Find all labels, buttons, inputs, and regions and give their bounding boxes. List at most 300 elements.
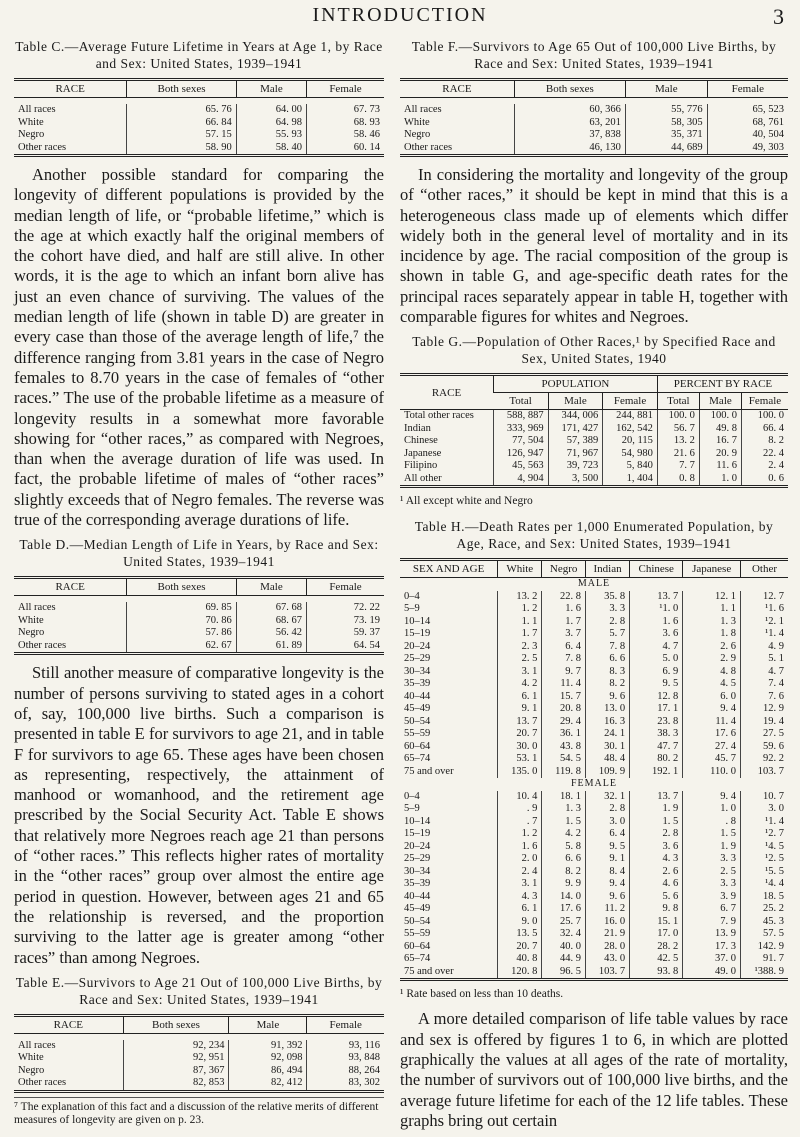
table-cell: . 7: [498, 816, 542, 829]
table-cell: 5–9: [404, 603, 420, 615]
table-cell: 57. 15: [127, 129, 237, 142]
column-header: Male: [699, 393, 741, 410]
page-header: [0, 4, 800, 32]
table-cell: 9. 5: [586, 841, 630, 854]
table-cell: 2. 4: [498, 866, 542, 879]
table-cell: 22. 8: [542, 591, 586, 604]
table-cell: 50–54: [404, 715, 431, 727]
table-cell: 57, 389: [548, 435, 603, 448]
table-cell: Japanese: [404, 447, 442, 459]
table-f: [400, 78, 788, 157]
column-header: Indian: [586, 560, 630, 578]
table-cell: 20. 7: [498, 728, 542, 741]
table-cell: All other: [404, 472, 442, 484]
table-cell: 9. 1: [586, 853, 630, 866]
table-cell: 93. 8: [630, 966, 683, 980]
column-header: Both sexes: [127, 80, 237, 98]
table-cell: All races: [18, 1039, 56, 1051]
table-cell: 4. 7: [741, 666, 788, 679]
table-cell: 9. 4: [683, 791, 741, 804]
column-header: Both sexes: [123, 1015, 229, 1033]
table-cell: 16. 3: [586, 716, 630, 729]
table-cell: 2. 8: [586, 803, 630, 816]
table-cell: 17. 0: [630, 928, 683, 941]
table-cell: Negro: [18, 1064, 45, 1076]
table-cell: 17. 3: [683, 941, 741, 954]
table-cell: 92, 951: [123, 1052, 229, 1065]
table-g-footnote: ¹ All except white and Negro: [400, 495, 533, 508]
table-row: [14, 129, 384, 142]
table-cell: 17. 6: [542, 903, 586, 916]
table-row: [14, 117, 384, 130]
table-cell: 1. 5: [630, 816, 683, 829]
table-cell: 21. 6: [657, 448, 699, 461]
table-cell: 55–59: [404, 728, 431, 740]
table-cell: 93, 116: [307, 1040, 384, 1053]
column-header: RACE: [14, 80, 127, 98]
table-h-caption: Table H.—Death Rates per 1,000 Enumerated Population, by Age, Race, and Sex: United States, 1939–1941: [414, 519, 774, 552]
table-row: [400, 803, 788, 816]
table-row: [14, 1077, 384, 1091]
table-cell: 5. 7: [586, 628, 630, 641]
table-cell: 92. 2: [741, 753, 788, 766]
table-cell: 20–24: [404, 840, 431, 852]
header-row: [14, 1015, 384, 1033]
right-column: [400, 38, 788, 1137]
table-g: [400, 373, 788, 488]
group-header-row: [400, 375, 788, 393]
table-cell: 12. 8: [630, 691, 683, 704]
table-cell: 1. 7: [498, 628, 542, 641]
table-row: [400, 653, 788, 666]
table-cell: 1. 3: [542, 803, 586, 816]
table-cell: ¹388. 9: [741, 966, 788, 980]
table-cell: 30–34: [404, 665, 431, 677]
table-row: [400, 878, 788, 891]
table-cell: 49. 8: [699, 423, 741, 436]
table-row: [400, 142, 788, 156]
table-cell: 30. 1: [586, 741, 630, 754]
table-cell: Other races: [18, 141, 67, 153]
table-row: [400, 928, 788, 941]
table-cell: 37. 0: [683, 953, 741, 966]
table-cell: 2. 5: [683, 866, 741, 879]
table-cell: 40. 0: [542, 941, 586, 954]
table-cell: 0. 8: [657, 473, 699, 487]
table-cell: 67. 73: [307, 104, 384, 117]
table-cell: 588, 887: [494, 410, 549, 423]
table-row: [400, 816, 788, 829]
table-row: [400, 753, 788, 766]
table-row: [400, 766, 788, 779]
table-cell: 2. 6: [683, 641, 741, 654]
column-header: Chinese: [630, 560, 683, 578]
table-cell: 20. 9: [699, 448, 741, 461]
table-cell: 53. 1: [498, 753, 542, 766]
table-cell: ¹1. 4: [741, 816, 788, 829]
section-row: [400, 578, 788, 591]
running-title: INTRODUCTION: [312, 4, 488, 26]
table-cell: 59. 6: [741, 741, 788, 754]
table-cell: 82, 853: [123, 1077, 229, 1091]
table-cell: 1. 1: [683, 603, 741, 616]
table-cell: . 9: [498, 803, 542, 816]
table-cell: 21. 9: [586, 928, 630, 941]
table-cell: 11. 4: [542, 678, 586, 691]
table-cell: 49. 0: [683, 966, 741, 980]
table-cell: Negro: [404, 129, 431, 140]
table-cell: 3. 1: [498, 878, 542, 891]
paragraph-1-text: Another possible standard for comparing the longevity of different populations is provided by the median length of life, or “probable lifetime,” which is the age at which exactly half the original members of the cohort have died, and half are still alive. In other words, it is the age to which an infant born alive has just an even chance of surviving. The values of the median length of life (shown in table D) are greater in every case than those of the average length of life,⁷ the difference ranging from 3.81 years in the case of Negro females to 8.70 years in the case of females of “other races.” The use of the probable lifetime as a measure of longevity results in a somewhat more favorable showing for “other races,” as compared with Negroes, than when the average duration of life was used. In fact, the probable lifetime of males of “other races” slightly exceeds that of Negro females. The reverse was true of the corresponding average durations of life.: [14, 165, 384, 530]
table-cell: 10–14: [404, 615, 431, 627]
header-row: [14, 80, 384, 98]
table-row: [400, 891, 788, 904]
table-e: [14, 1014, 384, 1093]
table-cell: 68. 67: [236, 615, 306, 628]
table-cell: 12. 1: [683, 591, 741, 604]
table-cell: 32. 1: [586, 791, 630, 804]
table-cell: 87, 367: [123, 1065, 229, 1078]
table-h: [400, 558, 788, 981]
table-cell: 2. 8: [630, 828, 683, 841]
table-cell: Negro: [18, 627, 45, 639]
table-cell: 4. 2: [498, 678, 542, 691]
table-row: [14, 640, 384, 654]
table-cell: 2. 0: [498, 853, 542, 866]
table-cell: ¹5. 5: [741, 866, 788, 879]
table-cell: 9. 6: [586, 691, 630, 704]
table-cell: 1. 2: [498, 828, 542, 841]
table-cell: 2. 9: [683, 653, 741, 666]
table-cell: 37, 838: [514, 129, 625, 142]
table-cell: 5. 6: [630, 891, 683, 904]
table-row: [400, 678, 788, 691]
group-header: POPULATION: [494, 375, 658, 393]
table-cell: 1, 404: [603, 473, 658, 487]
table-cell: 45. 3: [741, 916, 788, 929]
table-cell: ¹2. 7: [741, 828, 788, 841]
table-row: [400, 473, 788, 487]
table-cell: 1. 5: [683, 828, 741, 841]
table-cell: 13. 2: [498, 591, 542, 604]
table-cell: 1. 6: [498, 841, 542, 854]
table-cell: 25–29: [404, 653, 431, 665]
table-cell: 68. 93: [307, 117, 384, 130]
table-cell: 80. 2: [630, 753, 683, 766]
table-cell: 8. 2: [586, 678, 630, 691]
table-row: [400, 728, 788, 741]
table-cell: 65. 76: [127, 104, 237, 117]
table-cell: 135. 0: [498, 766, 542, 779]
table-cell: 17. 6: [683, 728, 741, 741]
table-cell: 11. 6: [699, 460, 741, 473]
table-cell: 5, 840: [603, 460, 658, 473]
paragraph-3-text: In considering the mortality and longevity of the group of “other races,” it should be kept in mind that this is a heterogeneous class made up of elements which differ widely both in the general level of mortality and in its incidence by age. The racial composition of the group is shown in table G, and age-specific death rates for the principal races separately appear in table H, together with comparable figures for whites and Negroes.: [400, 165, 788, 327]
table-cell: 40, 504: [707, 129, 788, 142]
table-cell: 55. 93: [236, 129, 306, 142]
table-cell: 88, 264: [307, 1065, 384, 1078]
table-row: [400, 591, 788, 604]
table-cell: 36. 1: [542, 728, 586, 741]
table-cell: 7. 9: [683, 916, 741, 929]
table-cell: 0. 6: [742, 473, 789, 487]
table-cell: 1. 8: [683, 628, 741, 641]
table-cell: 20–24: [404, 640, 431, 652]
table-cell: 9. 9: [542, 878, 586, 891]
table-cell: 344, 006: [548, 410, 603, 423]
table-cell: 75 and over: [404, 965, 454, 977]
table-cell: Total other races: [404, 410, 474, 422]
table-cell: 109. 9: [586, 766, 630, 779]
paragraph-4: [400, 1009, 788, 1131]
table-cell: 48. 4: [586, 753, 630, 766]
table-cell: 59. 37: [307, 627, 384, 640]
table-cell: 16. 0: [586, 916, 630, 929]
paragraph-1: [14, 165, 384, 530]
column-header: Female: [742, 393, 789, 410]
table-row: [14, 627, 384, 640]
column-header: RACE: [14, 578, 127, 596]
table-row: [400, 966, 788, 980]
table-cell: 3. 3: [683, 878, 741, 891]
table-row: [400, 841, 788, 854]
table-cell: 3. 9: [683, 891, 741, 904]
table-cell: 55, 776: [625, 104, 707, 117]
table-cell: 103. 7: [586, 966, 630, 980]
table-cell: 10–14: [404, 815, 431, 827]
table-cell: 15. 1: [630, 916, 683, 929]
table-cell: 23. 8: [630, 716, 683, 729]
table-cell: 5. 8: [542, 841, 586, 854]
table-cell: 22. 4: [742, 448, 789, 461]
table-cell: 39, 723: [548, 460, 603, 473]
table-cell: 6. 4: [586, 828, 630, 841]
table-cell: 64. 00: [236, 104, 306, 117]
table-cell: 10. 4: [498, 791, 542, 804]
table-cell: Chinese: [404, 435, 438, 447]
group-header: PERCENT BY RACE: [657, 375, 788, 393]
table-cell: 57. 86: [127, 627, 237, 640]
table-cell: 35–39: [404, 678, 431, 690]
table-cell: 1. 5: [542, 816, 586, 829]
table-cell: Other races: [18, 1077, 67, 1089]
table-cell: 1. 7: [542, 616, 586, 629]
table-cell: 20. 8: [542, 703, 586, 716]
column-header: Both sexes: [127, 578, 237, 596]
table-cell: 20. 7: [498, 941, 542, 954]
section-row: [400, 778, 788, 791]
table-cell: 67. 68: [236, 602, 306, 615]
table-cell: 9. 4: [683, 703, 741, 716]
table-row: [400, 853, 788, 866]
table-cell: ¹1. 0: [630, 603, 683, 616]
table-row: [400, 603, 788, 616]
column-header: Male: [625, 80, 707, 98]
table-cell: 82, 412: [229, 1077, 307, 1091]
table-cell: 92, 098: [229, 1052, 307, 1065]
table-cell: 13. 7: [498, 716, 542, 729]
table-cell: 2. 4: [742, 460, 789, 473]
column-header: Female: [603, 393, 658, 410]
table-cell: 57. 5: [741, 928, 788, 941]
table-cell: 27. 5: [741, 728, 788, 741]
table-cell: 44, 689: [625, 142, 707, 156]
table-cell: Negro: [18, 129, 45, 140]
table-cell: 11. 4: [683, 716, 741, 729]
column-header: Female: [307, 578, 384, 596]
table-cell: 43. 8: [542, 741, 586, 754]
table-cell: 3. 3: [683, 853, 741, 866]
table-row: [400, 104, 788, 117]
table-cell: 2. 6: [630, 866, 683, 879]
table-cell: 28. 0: [586, 941, 630, 954]
column-header: RACE: [400, 375, 494, 410]
table-cell: 4. 7: [630, 641, 683, 654]
table-cell: 40–44: [404, 690, 431, 702]
table-cell: 9. 7: [542, 666, 586, 679]
column-header: RACE: [14, 1015, 123, 1033]
table-cell: 75 and over: [404, 765, 454, 777]
table-cell: 18. 5: [741, 891, 788, 904]
table-cell: 103. 7: [741, 766, 788, 779]
table-c: [14, 78, 384, 157]
table-row: [14, 602, 384, 615]
table-cell: 45, 563: [494, 460, 549, 473]
table-row: [400, 703, 788, 716]
table-row: [400, 716, 788, 729]
table-row: [400, 129, 788, 142]
header-row: [400, 560, 788, 578]
column-header: Male: [236, 80, 306, 98]
table-h-footnote: ¹ Rate based on less than 10 deaths.: [400, 988, 564, 1001]
table-cell: 72. 22: [307, 602, 384, 615]
column-header: Total: [657, 393, 699, 410]
table-row: [400, 916, 788, 929]
section-label: FEMALE: [571, 778, 617, 790]
table-cell: 50–54: [404, 915, 431, 927]
table-cell: ¹4. 4: [741, 878, 788, 891]
table-cell: 65–74: [404, 953, 431, 965]
header-row: [14, 578, 384, 596]
table-cell: 13. 5: [498, 928, 542, 941]
table-cell: 3, 500: [548, 473, 603, 487]
table-cell: ¹2. 1: [741, 616, 788, 629]
table-cell: . 8: [683, 816, 741, 829]
table-cell: 69. 85: [127, 602, 237, 615]
table-cell: ¹4. 5: [741, 841, 788, 854]
table-row: [400, 903, 788, 916]
paragraph-3: [400, 165, 788, 327]
table-cell: 110. 0: [683, 766, 741, 779]
table-cell: 62. 67: [127, 640, 237, 654]
table-cell: 15. 7: [542, 691, 586, 704]
table-cell: 45. 7: [683, 753, 741, 766]
table-cell: 61. 89: [236, 640, 306, 654]
column-header: Female: [707, 80, 788, 98]
table-cell: 3. 0: [741, 803, 788, 816]
table-cell: 46, 130: [514, 142, 625, 156]
table-cell: 29. 4: [542, 716, 586, 729]
table-cell: 119. 8: [542, 766, 586, 779]
table-row: [400, 741, 788, 754]
table-cell: 2. 8: [586, 616, 630, 629]
table-cell: 20, 115: [603, 435, 658, 448]
table-cell: 6. 7: [683, 903, 741, 916]
table-cell: 4. 3: [630, 853, 683, 866]
table-cell: ¹1. 6: [741, 603, 788, 616]
table-cell: 6. 9: [630, 666, 683, 679]
table-cell: 5. 1: [741, 653, 788, 666]
table-cell: 35–39: [404, 878, 431, 890]
table-cell: 13. 9: [683, 928, 741, 941]
table-g-caption: Table G.—Population of Other Races,¹ by Specified Race and Sex, United States, 1940: [412, 334, 776, 367]
table-cell: 8. 2: [742, 435, 789, 448]
table-cell: 3. 0: [586, 816, 630, 829]
table-cell: 16. 7: [699, 435, 741, 448]
table-cell: 126, 947: [494, 448, 549, 461]
table-cell: 1. 6: [542, 603, 586, 616]
table-cell: 9. 0: [498, 916, 542, 929]
paragraph-2-text: Still another measure of comparative longevity is the number of persons surviving to stated ages in a cohort of, say, 100,000 live births. Such a comparison is presented in table E for survivors to age 21, and in table F for survivors to age 65. These ages have been chosen as representing, respectively, the attainment of manhood or womanhood, and the retirement age prescribed by the Social Security Act. Table E shows that relatively more Negroes reach age 21 than persons of “other races.” This reflects higher rates of mortality in the “other races” group over almost the entire age period in question. However, between ages 21 and 65 the relationship is reversed, and the proportion surviving to the latter age is greater among “other races” than among Negroes.: [14, 663, 384, 967]
table-cell: 6. 4: [542, 641, 586, 654]
table-cell: Other races: [404, 141, 453, 153]
table-cell: 0–4: [404, 590, 420, 602]
table-cell: 40. 8: [498, 953, 542, 966]
table-cell: 3. 7: [542, 628, 586, 641]
table-cell: 58. 40: [236, 142, 306, 156]
table-c-caption: Table C.—Average Future Lifetime in Years at Age 1, by Race and Sex: United States, 1939–1941: [15, 39, 383, 71]
column-header: Total: [494, 393, 549, 410]
column-header: RACE: [400, 80, 514, 98]
header-row: [400, 80, 788, 98]
table-cell: 18. 1: [542, 791, 586, 804]
table-cell: 58, 305: [625, 117, 707, 130]
table-row: [400, 410, 788, 423]
table-cell: 7. 8: [586, 641, 630, 654]
table-cell: White: [18, 116, 44, 128]
table-cell: 58. 90: [127, 142, 237, 156]
table-cell: 38. 3: [630, 728, 683, 741]
table-cell: 60–64: [404, 940, 431, 952]
table-cell: Indian: [404, 422, 431, 434]
table-cell: 2. 5: [498, 653, 542, 666]
table-cell: 6. 0: [683, 691, 741, 704]
table-cell: 49, 303: [707, 142, 788, 156]
table-cell: 4, 904: [494, 473, 549, 487]
table-cell: 12. 9: [741, 703, 788, 716]
column-header: Both sexes: [514, 80, 625, 98]
table-cell: 24. 1: [586, 728, 630, 741]
table-row: [400, 460, 788, 473]
table-cell: 40–44: [404, 890, 431, 902]
table-f-caption: Table F.—Survivors to Age 65 Out of 100,000 Live Births, by Race and Sex: United States, 1939–1941: [411, 39, 777, 71]
table-cell: White: [18, 1052, 44, 1064]
table-cell: 1. 0: [683, 803, 741, 816]
table-row: [400, 866, 788, 879]
table-d: [14, 576, 384, 655]
table-cell: 83, 302: [307, 1077, 384, 1091]
table-cell: 71, 967: [548, 448, 603, 461]
table-cell: 14. 0: [542, 891, 586, 904]
table-row: [400, 953, 788, 966]
table-row: [14, 1052, 384, 1065]
table-cell: 96. 5: [542, 966, 586, 980]
table-cell: 7. 6: [741, 691, 788, 704]
table-cell: 120. 8: [498, 966, 542, 980]
column-header: Male: [548, 393, 603, 410]
table-cell: 47. 7: [630, 741, 683, 754]
table-cell: 25. 7: [542, 916, 586, 929]
